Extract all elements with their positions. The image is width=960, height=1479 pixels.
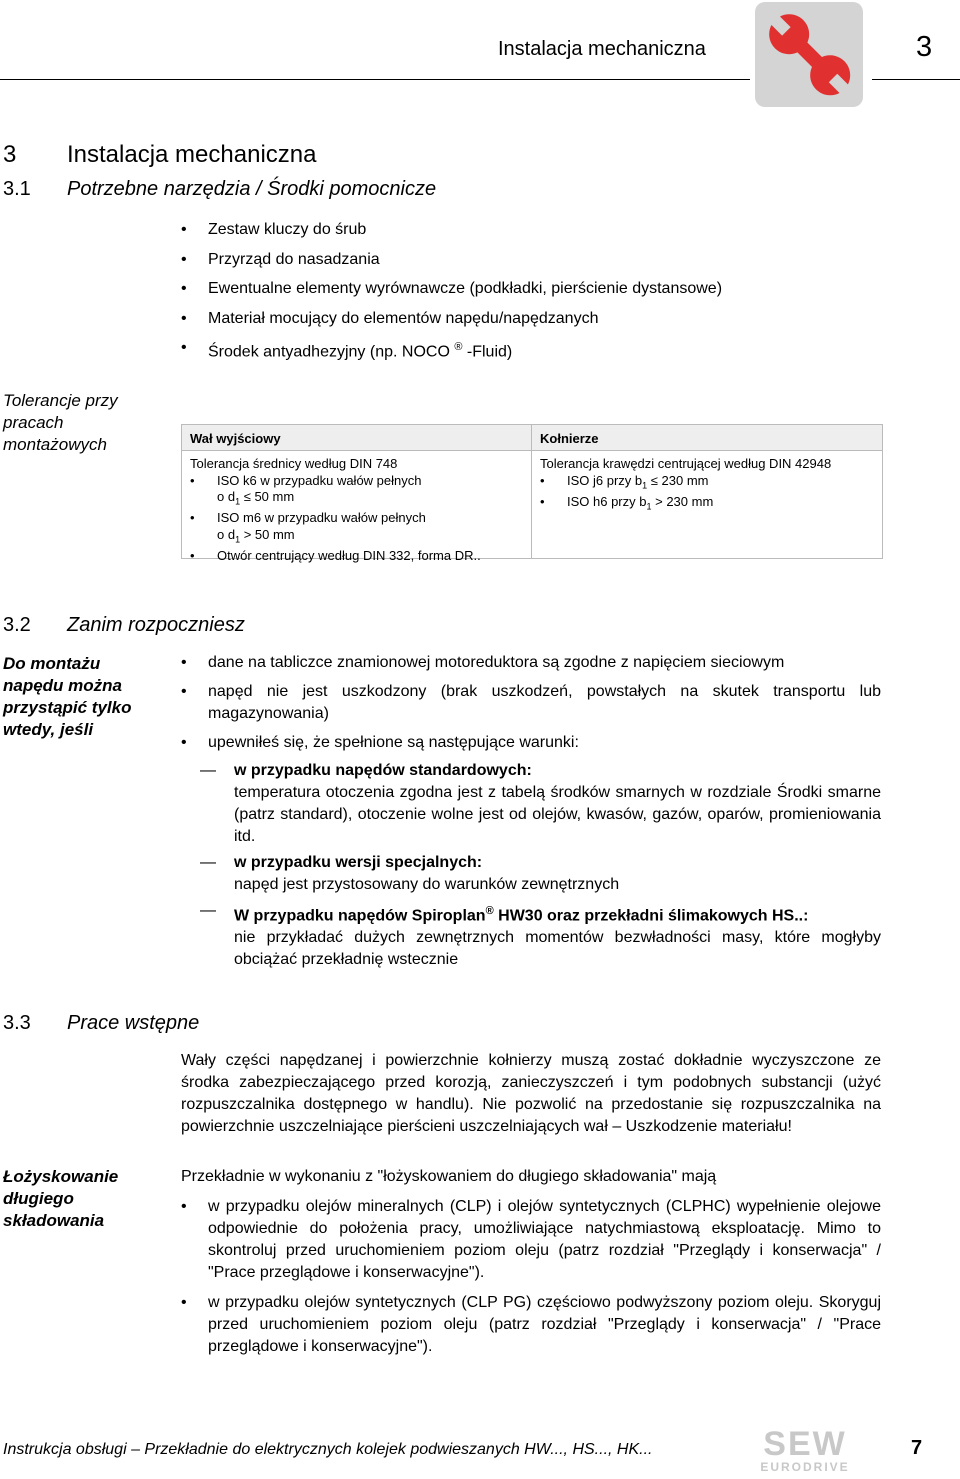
- section-title: Zanim rozpoczniesz: [67, 614, 245, 636]
- cell-intro: Tolerancja krawędzi centrującej według DIN 42948: [540, 456, 832, 471]
- section-3-1-heading: [3, 178, 436, 201]
- table-column: [532, 425, 882, 558]
- table-column: [182, 425, 532, 563]
- list-item: • upewniłeś się, że spełnione są następujące warunki:: [181, 732, 881, 754]
- list-item: • dane na tabliczce znamionowej motoreduktora są zgodne z napięciem sieciowym: [181, 652, 881, 674]
- list-item: • Otwór centrujący według DIN 332, forma DR..: [190, 548, 531, 565]
- condition-item: [181, 852, 881, 896]
- item-text: Środek antyadhezyjny (np. NOCO: [208, 343, 455, 361]
- prerequisites-list: [181, 652, 881, 754]
- list-item: • napęd nie jest uszkodzony (brak uszkodzeń, powstałych na skutek transportu lub magazynowania): [181, 681, 881, 725]
- tolerance-table: [181, 424, 883, 563]
- list-item: • w przypadku olejów mineralnych (CLP) i olejów syntetycznych (CLPHC) wypełnienie olejowe odpowiednie do położenia pracy, umożliwiające natychmiastową eksploatację. Mimo to skontroluj przed uruchomieniem poziom oleju (patrz rozdział "Przeglądy i konserwacja" / "Prace przeglądowe i konserwacyjne").: [181, 1196, 881, 1284]
- list-item: [540, 473, 882, 494]
- section-number: 3.3: [3, 1012, 31, 1034]
- item-text: o d: [217, 489, 236, 504]
- section-title: Prace wstępne: [67, 1012, 200, 1034]
- section-title: Potrzebne narzędzia / Środki pomocnicze: [67, 178, 437, 200]
- tools-list: [181, 215, 722, 367]
- table-header: Kołnierze: [532, 425, 882, 451]
- table-cell: [532, 451, 882, 515]
- long-storage-intro: Przekładnie w wykonaniu z "łożyskowaniem do długiego składowania" mają: [181, 1168, 717, 1185]
- preparation-paragraph: Wały części napędzanej i powierzchnie kołnierzy muszą zostać dokładnie wyczyszczone ze środka zabezpieczającego przed korozją, zanieczyszczeń i tym podobnych substancji (użyć rozpuszczalnika dostępnego w handlu). Nie pozwolić na przedostanie się rozpuszczalnika na powierzchnie uszczelniające pierścieni uszczelniających wał – Uszkodzenie materiału!: [181, 1052, 881, 1135]
- header-rule-right: [872, 79, 960, 80]
- item-line: [217, 527, 531, 548]
- item-line: [217, 489, 531, 510]
- list-item: • Przyrząd do nasadzania: [181, 245, 722, 275]
- registered-mark: ®: [485, 905, 494, 917]
- side-label-long-storage: Łożyskowanie długiego składowania: [3, 1167, 119, 1230]
- cell-list: [190, 473, 531, 565]
- condition-text: nie przykładać dużych zewnętrznych momentów bezwładności masy, które mogłyby obciążać przekładnię wstecznie: [234, 929, 881, 969]
- condition-heading: — w przypadku napędów standardowych:: [234, 762, 532, 779]
- item-line: • ISO k6 w przypadku wałów pełnych: [217, 472, 422, 488]
- section-number: 3.1: [3, 178, 31, 200]
- item-text: -Fluid): [462, 343, 513, 361]
- sew-eurodrive-logo: [752, 1425, 858, 1476]
- prerequisites-block: [181, 652, 881, 971]
- list-item: [190, 473, 531, 511]
- header-title: Instalacja mechaniczna: [498, 38, 706, 60]
- list-item: • Zestaw kluczy do śrub: [181, 215, 722, 245]
- list-item: • w przypadku olejów syntetycznych (CLP PG) częściowo podwyższony poziom oleju. Skoryguj przed uruchomieniem poziom oleju (patrz rozdział "Przeglądy i konserwacja" / "Prace przeglądowe i konserwacyjne").: [181, 1292, 881, 1358]
- long-storage-list: [181, 1196, 881, 1358]
- condition-text: temperatura otoczenia zgodna jest z tabelą środków smarnych w rozdziale Środki smarne (patrz standard), otoczenie wolne jest od olejów, kwasów, gazów, oparów, promieniowania itd.: [234, 784, 881, 845]
- section-title: Instalacja mechaniczna: [67, 141, 317, 168]
- long-storage-block: [181, 1166, 881, 1358]
- cell-list: [540, 473, 882, 515]
- logo-bottom: EURODRIVE: [760, 1460, 850, 1474]
- cell-intro: Tolerancja średnicy według DIN 748: [190, 456, 398, 471]
- table-header: Wał wyjściowy: [182, 425, 531, 451]
- section-3-heading: [3, 141, 316, 169]
- condition-item: [181, 900, 881, 971]
- logo-top: SEW: [763, 1425, 847, 1463]
- section-number: 3: [3, 141, 17, 168]
- item-line: • ISO m6 w przypadku wałów pełnych: [217, 510, 426, 526]
- footer-text: Instrukcja obsługi – Przekładnie do elektrycznych kolejek podwieszanych HW..., HS..., HK...: [3, 1441, 653, 1458]
- item-text: ISO h6 przy b: [567, 493, 647, 509]
- condition-heading: [234, 900, 881, 927]
- item-text: ≤ 50 mm: [240, 489, 295, 504]
- condition-text: napęd jest przystosowany do warunków zewnętrznych: [234, 876, 620, 893]
- item-text: > 50 mm: [240, 526, 295, 542]
- section-3-3-heading: [3, 1012, 199, 1035]
- subscript: 1: [646, 501, 652, 512]
- wrench-icon: [755, 2, 863, 107]
- heading-text: HW30 oraz przekładni ślimakowych HS..:: [493, 907, 809, 925]
- list-item: • Ewentualne elementy wyrównawcze (podkładki, pierścienie dystansowe): [181, 274, 722, 304]
- condition-item: [181, 760, 881, 848]
- side-label-prerequisites: Do montażu napędu można przystąpić tylko wtedy, jeśli: [3, 654, 132, 739]
- conditions-list: [181, 760, 881, 971]
- list-item: • Materiał mocujący do elementów napędu/napędzanych: [181, 304, 722, 334]
- item-text: ISO j6 przy b: [567, 472, 643, 488]
- subscript: 1: [642, 480, 648, 491]
- subscript: 1: [235, 534, 241, 545]
- side-label-tolerances: Tolerancje przy pracach montażowych: [3, 391, 118, 454]
- item-text: ≤ 230 mm: [647, 472, 709, 488]
- heading-text: W przypadku napędów Spiroplan: [234, 907, 486, 925]
- list-item: [181, 333, 722, 367]
- list-item: [540, 494, 882, 515]
- list-item: [190, 510, 531, 548]
- registered-mark: ®: [454, 341, 463, 353]
- header-chapter-number: 3: [916, 31, 933, 63]
- section-number: 3.2: [3, 614, 31, 636]
- item-text: > 230 mm: [651, 493, 714, 509]
- table-cell: [182, 451, 531, 564]
- item-text: o d: [217, 526, 236, 542]
- section-3-2-heading: [3, 614, 245, 637]
- page-number: 7: [911, 1437, 923, 1459]
- header-rule: [0, 79, 750, 80]
- subscript: 1: [235, 496, 241, 507]
- condition-heading: — w przypadku wersji specjalnych:: [234, 854, 483, 871]
